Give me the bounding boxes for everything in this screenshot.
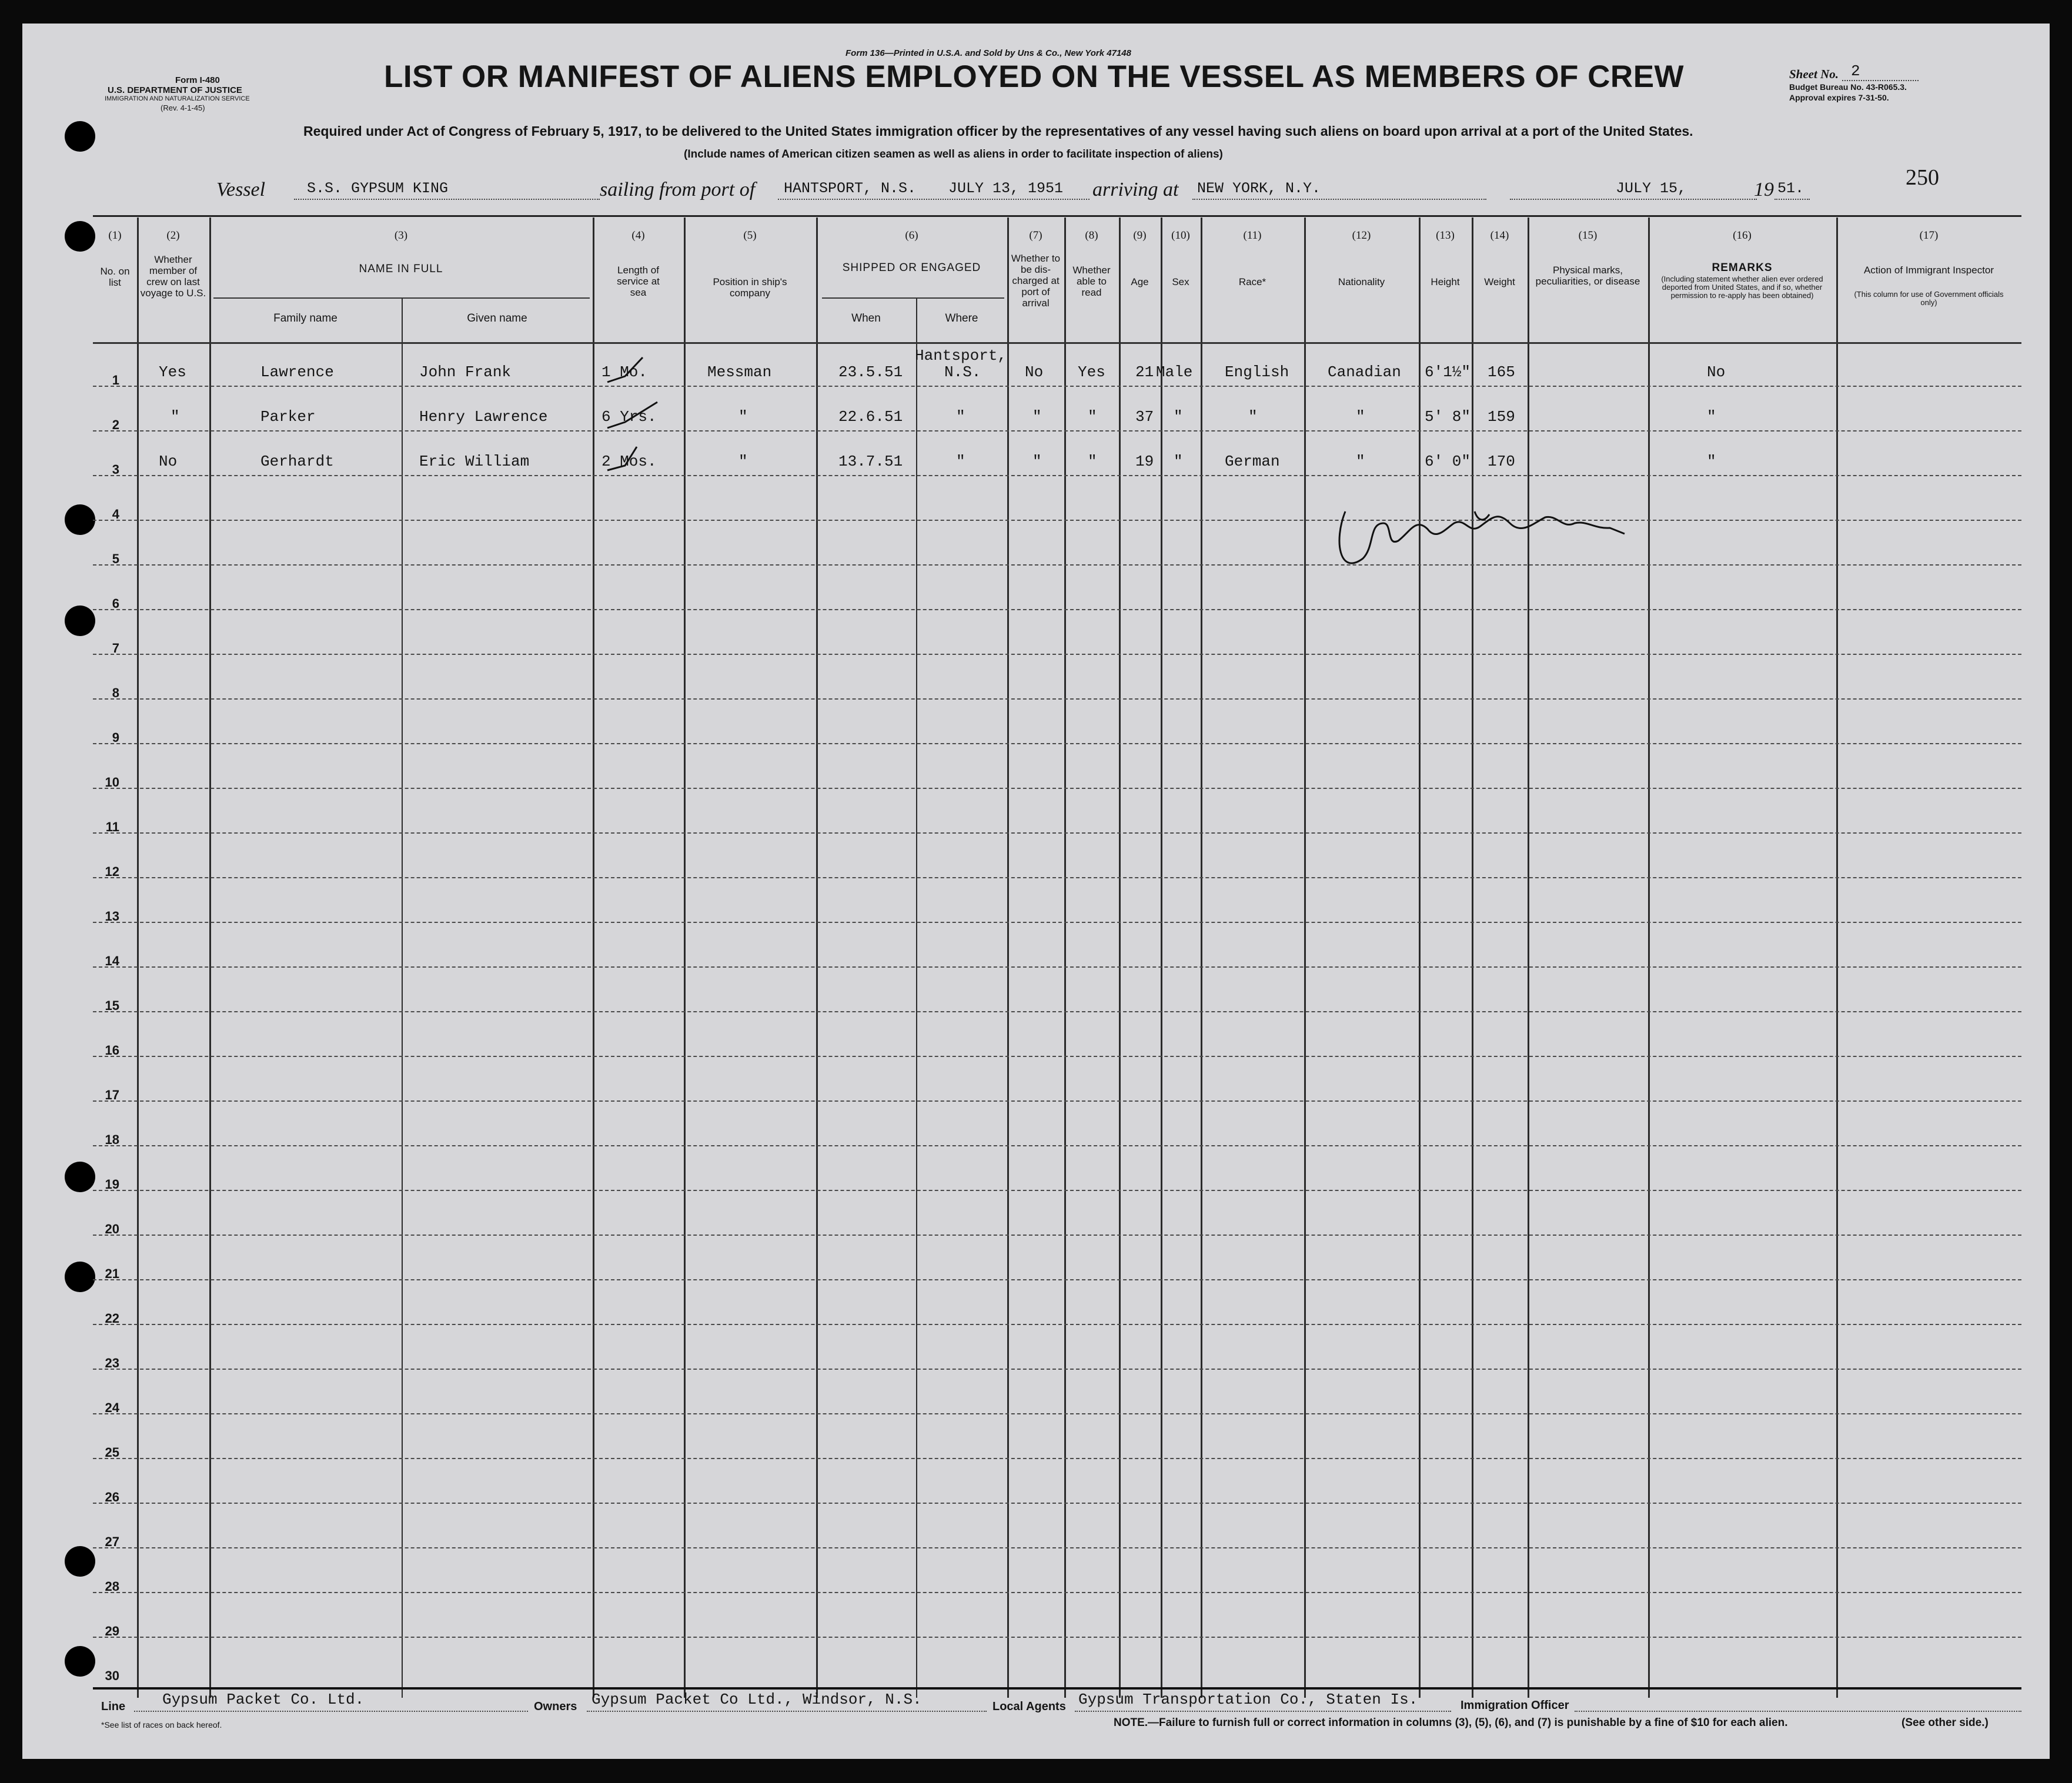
row-number: 27 (105, 1534, 119, 1549)
row1-able-to-read: Yes (1078, 363, 1105, 381)
date-from: JULY 13, 1951 (948, 180, 1064, 197)
col5-num: (5) (743, 229, 757, 242)
service-checkmarks (601, 353, 690, 494)
col7-header: Whether to be dis-charged at port of arrival (1011, 253, 1061, 309)
col15-header: Physical marks, peculiarities, or disease (1535, 265, 1640, 287)
port-from: HANTSPORT, N.S. (784, 180, 917, 197)
col17-subheader: (This column for use of Government officials only) (1854, 290, 2004, 307)
row3-race: German (1225, 453, 1280, 470)
row3-given-name: Eric William (419, 453, 530, 470)
row3-remarks: " (1707, 453, 1716, 470)
row1-sex: Male (1156, 363, 1193, 381)
row3-service: 2 Mos. (601, 453, 657, 470)
row-number: 5 (112, 551, 119, 566)
row-number: 13 (105, 909, 119, 924)
row-number: 20 (105, 1222, 119, 1236)
budget-bureau: Budget Bureau No. 43-R065.3. (1789, 82, 1907, 92)
row2-height: 5' 8" (1425, 408, 1471, 426)
service: IMMIGRATION AND NATURALIZATION SERVICE (105, 95, 250, 102)
approval-expires: Approval expires 7-31-50. (1789, 93, 1889, 102)
line-label: Line (101, 1700, 126, 1713)
row3-family-name: Gerhardt (260, 453, 334, 470)
col16-header: REMARKS (1712, 262, 1773, 274)
punch-hole (65, 1546, 95, 1577)
col1-num: (1) (108, 229, 122, 242)
sailing-label: sailing from port of (600, 179, 756, 200)
row2-sex: " (1174, 408, 1183, 426)
row1-discharged: No (1025, 363, 1044, 381)
col17-num: (17) (1919, 229, 1939, 242)
row-number: 26 (105, 1490, 119, 1504)
row1-age: 21 (1135, 363, 1154, 381)
row-number: 24 (105, 1400, 119, 1415)
col16-num: (16) (1733, 229, 1752, 242)
revision: (Rev. 4-1-45) (161, 103, 205, 112)
row3-prev-voyage: No (159, 453, 178, 470)
row-number: 29 (105, 1624, 119, 1638)
owners-value: Gypsum Packet Co Ltd., Windsor, N.S. (591, 1691, 922, 1708)
row-number: 25 (105, 1445, 119, 1460)
races-note: *See list of races on back hereof. (101, 1720, 222, 1730)
row2-able-to-read: " (1088, 408, 1097, 426)
page-title: LIST OR MANIFEST OF ALIENS EMPLOYED ON THE VESSEL AS MEMBERS OF CREW (384, 59, 1685, 94)
agents-label: Local Agents (992, 1700, 1066, 1713)
row2-when: 22.6.51 (838, 408, 903, 426)
col2-num: (2) (166, 229, 180, 242)
row1-where-line2: N.S. (944, 363, 981, 381)
date-to: JULY 15, (1616, 180, 1687, 197)
row-number: 21 (105, 1266, 119, 1281)
row3-age: 19 (1135, 453, 1154, 470)
row3-where: " (956, 453, 965, 470)
row2-remarks: " (1707, 408, 1716, 426)
col4-num: (4) (631, 229, 645, 242)
col6-when-header: When (851, 312, 881, 325)
row-number: 11 (105, 819, 119, 834)
row2-family-name: Parker (260, 408, 316, 426)
row1-service: 1 Mo. (601, 363, 648, 381)
department: U.S. DEPARTMENT OF JUSTICE (108, 85, 242, 95)
row-number: 4 (112, 507, 119, 521)
row-number: 3 (112, 462, 119, 477)
row2-service: 6 Yrs. (601, 408, 657, 426)
row-number: 2 (112, 417, 119, 432)
inspector-signature (1328, 488, 1633, 588)
col15-num: (15) (1578, 229, 1598, 242)
row1-remarks: No (1707, 363, 1726, 381)
punch-hole (65, 121, 95, 152)
row-number: 14 (105, 954, 119, 968)
form-number: Form I-480 (175, 75, 220, 85)
printer-line: Form 136—Printed in U.S.A. and Sold by Uns & Co., New York 47148 (845, 48, 1131, 58)
see-other-side: (See other side.) (1901, 1717, 1989, 1729)
col6-where-header: Where (945, 312, 978, 325)
col2-header: Whether member of crew on last voyage to U.S. (140, 254, 206, 299)
row1-weight: 165 (1488, 363, 1515, 381)
note-line: (Include names of American citizen seamen as well as aliens in order to facilitate inspection of aliens) (684, 148, 1223, 160)
row3-nationality: " (1356, 453, 1365, 470)
row1-when: 23.5.51 (838, 363, 903, 381)
col13-num: (13) (1436, 229, 1455, 242)
row3-weight: 170 (1488, 453, 1515, 470)
row2-prev-voyage: " (171, 408, 180, 426)
col1-header: No. on list (100, 266, 130, 288)
col11-header: Race* (1238, 276, 1266, 287)
row-number: 30 (105, 1668, 119, 1683)
row-number: 18 (105, 1132, 119, 1147)
col13-header: Height (1431, 276, 1460, 287)
row2-weight: 159 (1488, 408, 1515, 426)
col14-header: Weight (1484, 276, 1515, 287)
row1-prev-voyage: Yes (159, 363, 186, 381)
row3-height: 6' 0" (1425, 453, 1471, 470)
col5-header: Position in ship's company (713, 276, 787, 299)
row1-race: English (1225, 363, 1289, 381)
row-number: 12 (105, 864, 119, 879)
manifest-sheet (22, 24, 2050, 1759)
row-number: 7 (112, 641, 119, 655)
row-number: 17 (105, 1088, 119, 1102)
row3-sex: " (1174, 453, 1183, 470)
row1-height: 6'1½" (1425, 363, 1471, 381)
arriving-label: arriving at (1092, 179, 1179, 200)
col3-num: (3) (394, 229, 408, 242)
col9-header: Age (1131, 276, 1149, 287)
page-stamp: 250 (1906, 165, 1939, 190)
col11-num: (11) (1243, 229, 1262, 242)
row-number: 23 (105, 1356, 119, 1370)
row2-nationality: " (1356, 408, 1365, 426)
agents-value: Gypsum Transportation Co., Staten Is. (1078, 1691, 1418, 1708)
year: 51. (1777, 180, 1804, 197)
vessel-label: Vessel (216, 179, 266, 200)
row-number: 8 (112, 685, 119, 700)
row3-able-to-read: " (1088, 453, 1097, 470)
row-number: 28 (105, 1579, 119, 1594)
vessel-name: S.S. GYPSUM KING (307, 180, 449, 197)
row-number: 9 (112, 730, 119, 745)
row1-family-name: Lawrence (260, 363, 334, 381)
col9-num: (9) (1133, 229, 1147, 242)
punch-hole (65, 221, 95, 252)
row-number: 19 (105, 1177, 119, 1192)
col3-family-header: Family name (273, 312, 337, 325)
owners-label: Owners (534, 1700, 577, 1713)
row3-when: 13.7.51 (838, 453, 903, 470)
col16-subheader: (Including statement whether alien ever ordered deported from United States, and if so, whether permission to re-apply has been obtained) (1661, 275, 1823, 300)
row-number: 15 (105, 998, 119, 1013)
row1-nationality: Canadian (1328, 363, 1401, 381)
row-number: 10 (105, 775, 119, 790)
row2-race: " (1248, 408, 1258, 426)
col17-header: Action of Immigrant Inspector (1863, 265, 1994, 276)
col4-header: Length of service at sea (617, 265, 660, 298)
immigration-officer-label: Immigration Officer (1461, 1699, 1569, 1712)
row-number: 6 (112, 596, 119, 611)
col6-header: SHIPPED OR ENGAGED (842, 262, 981, 274)
sheet-number-label: Sheet No. (1789, 67, 1839, 81)
sheet-number: 2 (1851, 62, 1860, 80)
col3-given-header: Given name (467, 312, 527, 325)
row1-where-line1: Hantsport, (915, 347, 1007, 364)
row-number: 16 (105, 1043, 119, 1058)
line-value: Gypsum Packet Co. Ltd. (162, 1691, 365, 1708)
col10-num: (10) (1171, 229, 1190, 242)
subtitle: Required under Act of Congress of February 5, 1917, to be delivered to the United States immigration officer by the representatives of any vessel having such aliens on board upon arrival at a port of the United States. (303, 123, 1693, 139)
penalty-note: NOTE.—Failure to furnish full or correct information in columns (3), (5), (6), and (7) is punishable by a fine of $10 for each alien. (1114, 1717, 1788, 1729)
col6-num: (6) (905, 229, 918, 242)
row2-position: " (738, 408, 748, 426)
row3-discharged: " (1032, 453, 1042, 470)
col8-num: (8) (1085, 229, 1098, 242)
port-to: NEW YORK, N.Y. (1197, 180, 1321, 197)
row-number: 22 (105, 1311, 119, 1326)
col12-num: (12) (1352, 229, 1371, 242)
col12-header: Nationality (1338, 276, 1385, 287)
row2-given-name: Henry Lawrence (419, 408, 548, 426)
col7-num: (7) (1029, 229, 1042, 242)
row2-discharged: " (1032, 408, 1042, 426)
row2-where: " (956, 408, 965, 426)
row2-age: 37 (1135, 408, 1154, 426)
col10-header: Sex (1172, 276, 1189, 287)
year-prefix: 19 (1754, 179, 1774, 200)
row1-position: Messman (707, 363, 772, 381)
row-number: 1 (112, 373, 119, 387)
row1-given-name: John Frank (419, 363, 512, 381)
col8-header: Whether able to read (1072, 265, 1111, 298)
col3-header: NAME IN FULL (359, 263, 443, 275)
col14-num: (14) (1490, 229, 1509, 242)
row3-position: " (738, 453, 748, 470)
